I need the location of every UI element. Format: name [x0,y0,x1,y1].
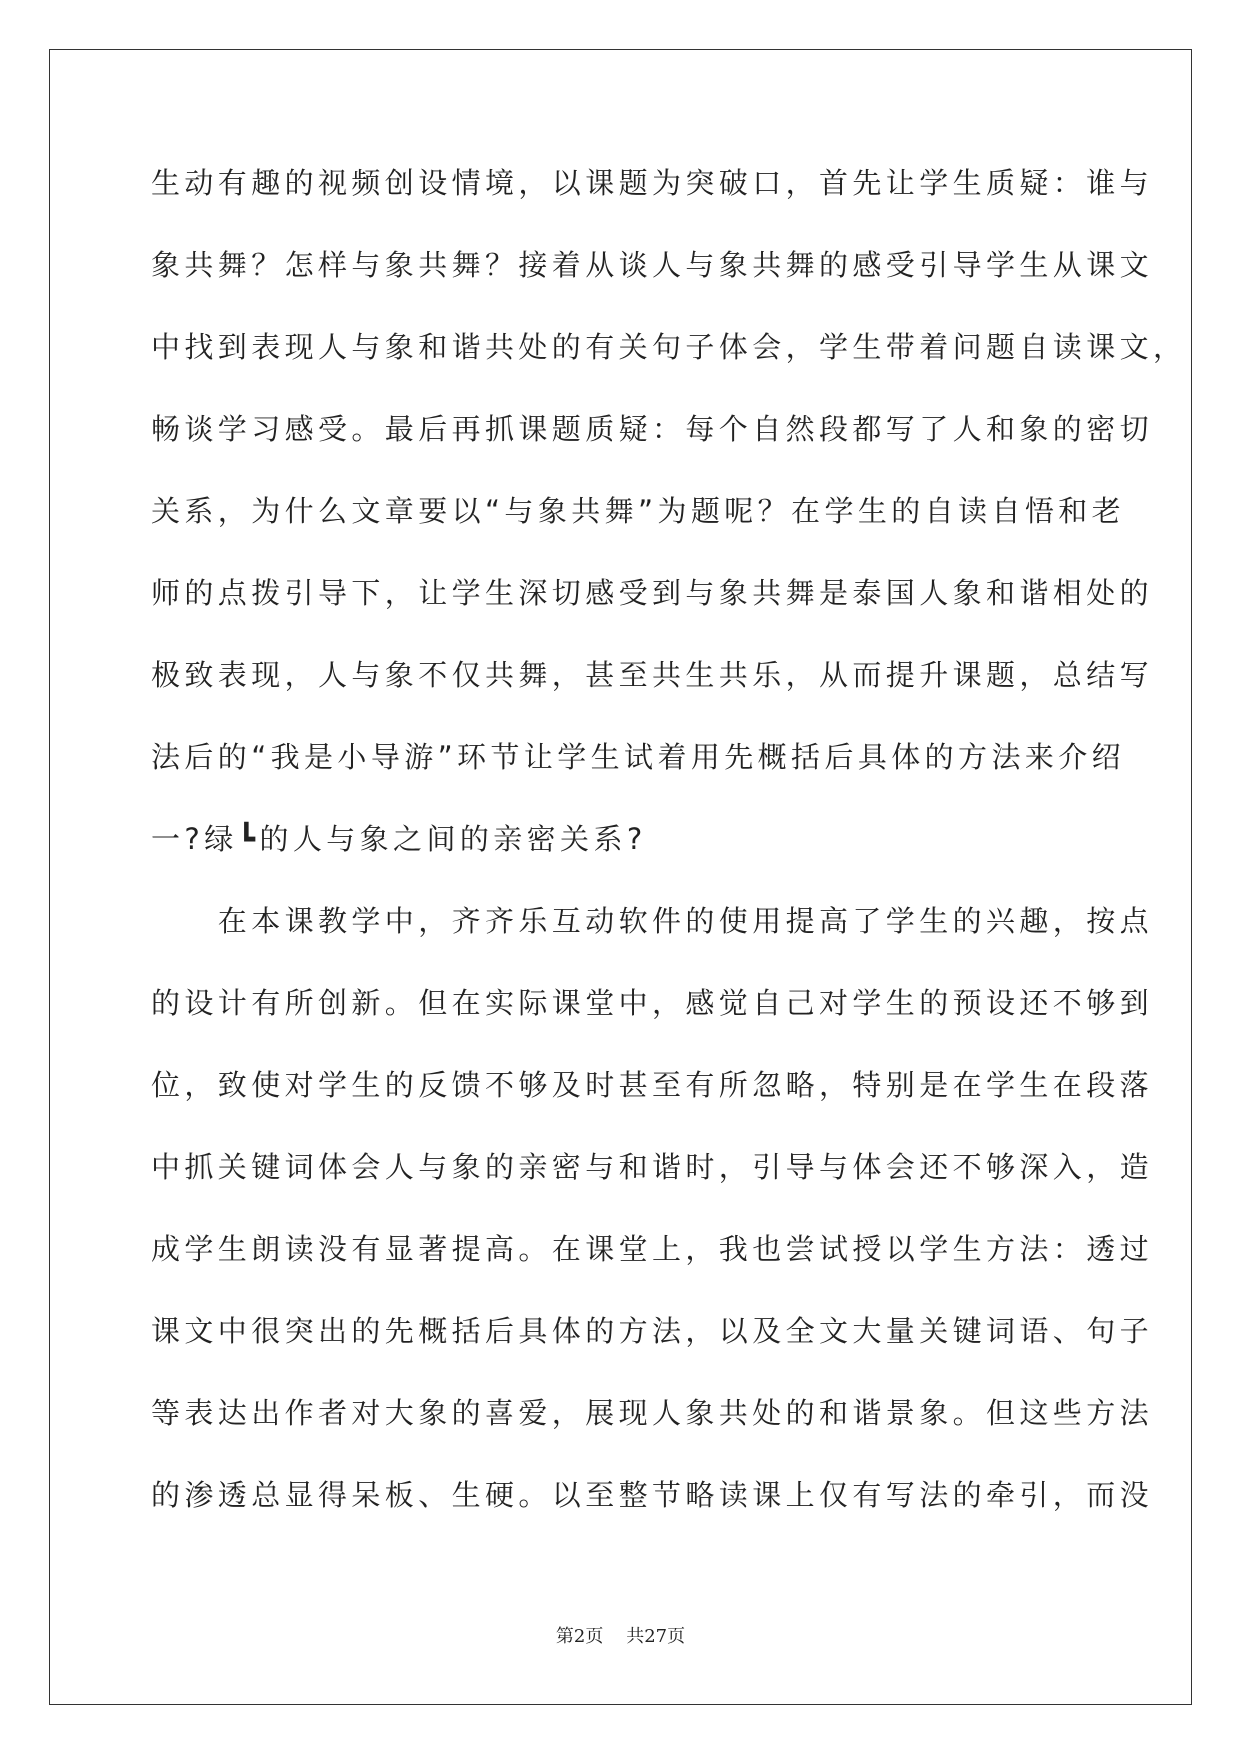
text-line: 生动有趣的视频创设情境，以课题为突破口，首先让学生质疑：谁与 [151,166,1154,200]
text-line: 位，致使对学生的反馈不够及时甚至有所忽略，特别是在学生在段落 [151,1068,1154,1102]
text-line: 的设计有所创新。但在实际课堂中，感觉自己对学生的预设还不够到 [151,986,1154,1020]
body-text [151,161,1187,1555]
text-line: 成学生朗读没有显著提高。在课堂上，我也尝试授以学生方法：透过 [151,1232,1154,1266]
text-line: 法后的“我是小导游”环节让学生试着用先概括后具体的方法来介绍 [151,740,1126,774]
text-line: 极致表现，人与象不仅共舞，甚至共生共乐，从而提升课题，总结写 [151,658,1154,692]
text-line: 一?绿┗的人与象之间的亲密关系? [151,822,647,856]
page-number: 第2页 [555,1626,604,1647]
page-total: 共27页 [626,1626,686,1647]
page-footer [0,1622,1241,1648]
text-line: 畅谈学习感受。最后再抓课题质疑：每个自然段都写了人和象的密切 [151,412,1154,446]
text-line: 关系，为什么文章要以“与象共舞”为题呢？在学生的自读自悟和老 [151,494,1126,528]
text-line: 中找到表现人与象和谐共处的有关句子体会，学生带着问题自读课文， [151,330,1187,364]
text-line: 在本课教学中，齐齐乐互动软件的使用提高了学生的兴趣，按点 [151,904,1154,938]
text-line: 师的点拨引导下，让学生深切感受到与象共舞是泰国人象和谐相处的 [151,576,1154,610]
text-line: 课文中很突出的先概括后具体的方法，以及全文大量关键词语、句子 [151,1314,1154,1348]
text-line: 中抓关键词体会人与象的亲密与和谐时，引导与体会还不够深入，造 [151,1150,1154,1184]
text-line: 的渗透总显得呆板、生硬。以至整节略读课上仅有写法的牵引，而没 [151,1478,1154,1512]
text-line: 等表达出作者对大象的喜爱，展现人象共处的和谐景象。但这些方法 [151,1396,1154,1430]
text-line: 象共舞？怎样与象共舞？接着从谈人与象共舞的感受引导学生从课文 [151,248,1154,282]
